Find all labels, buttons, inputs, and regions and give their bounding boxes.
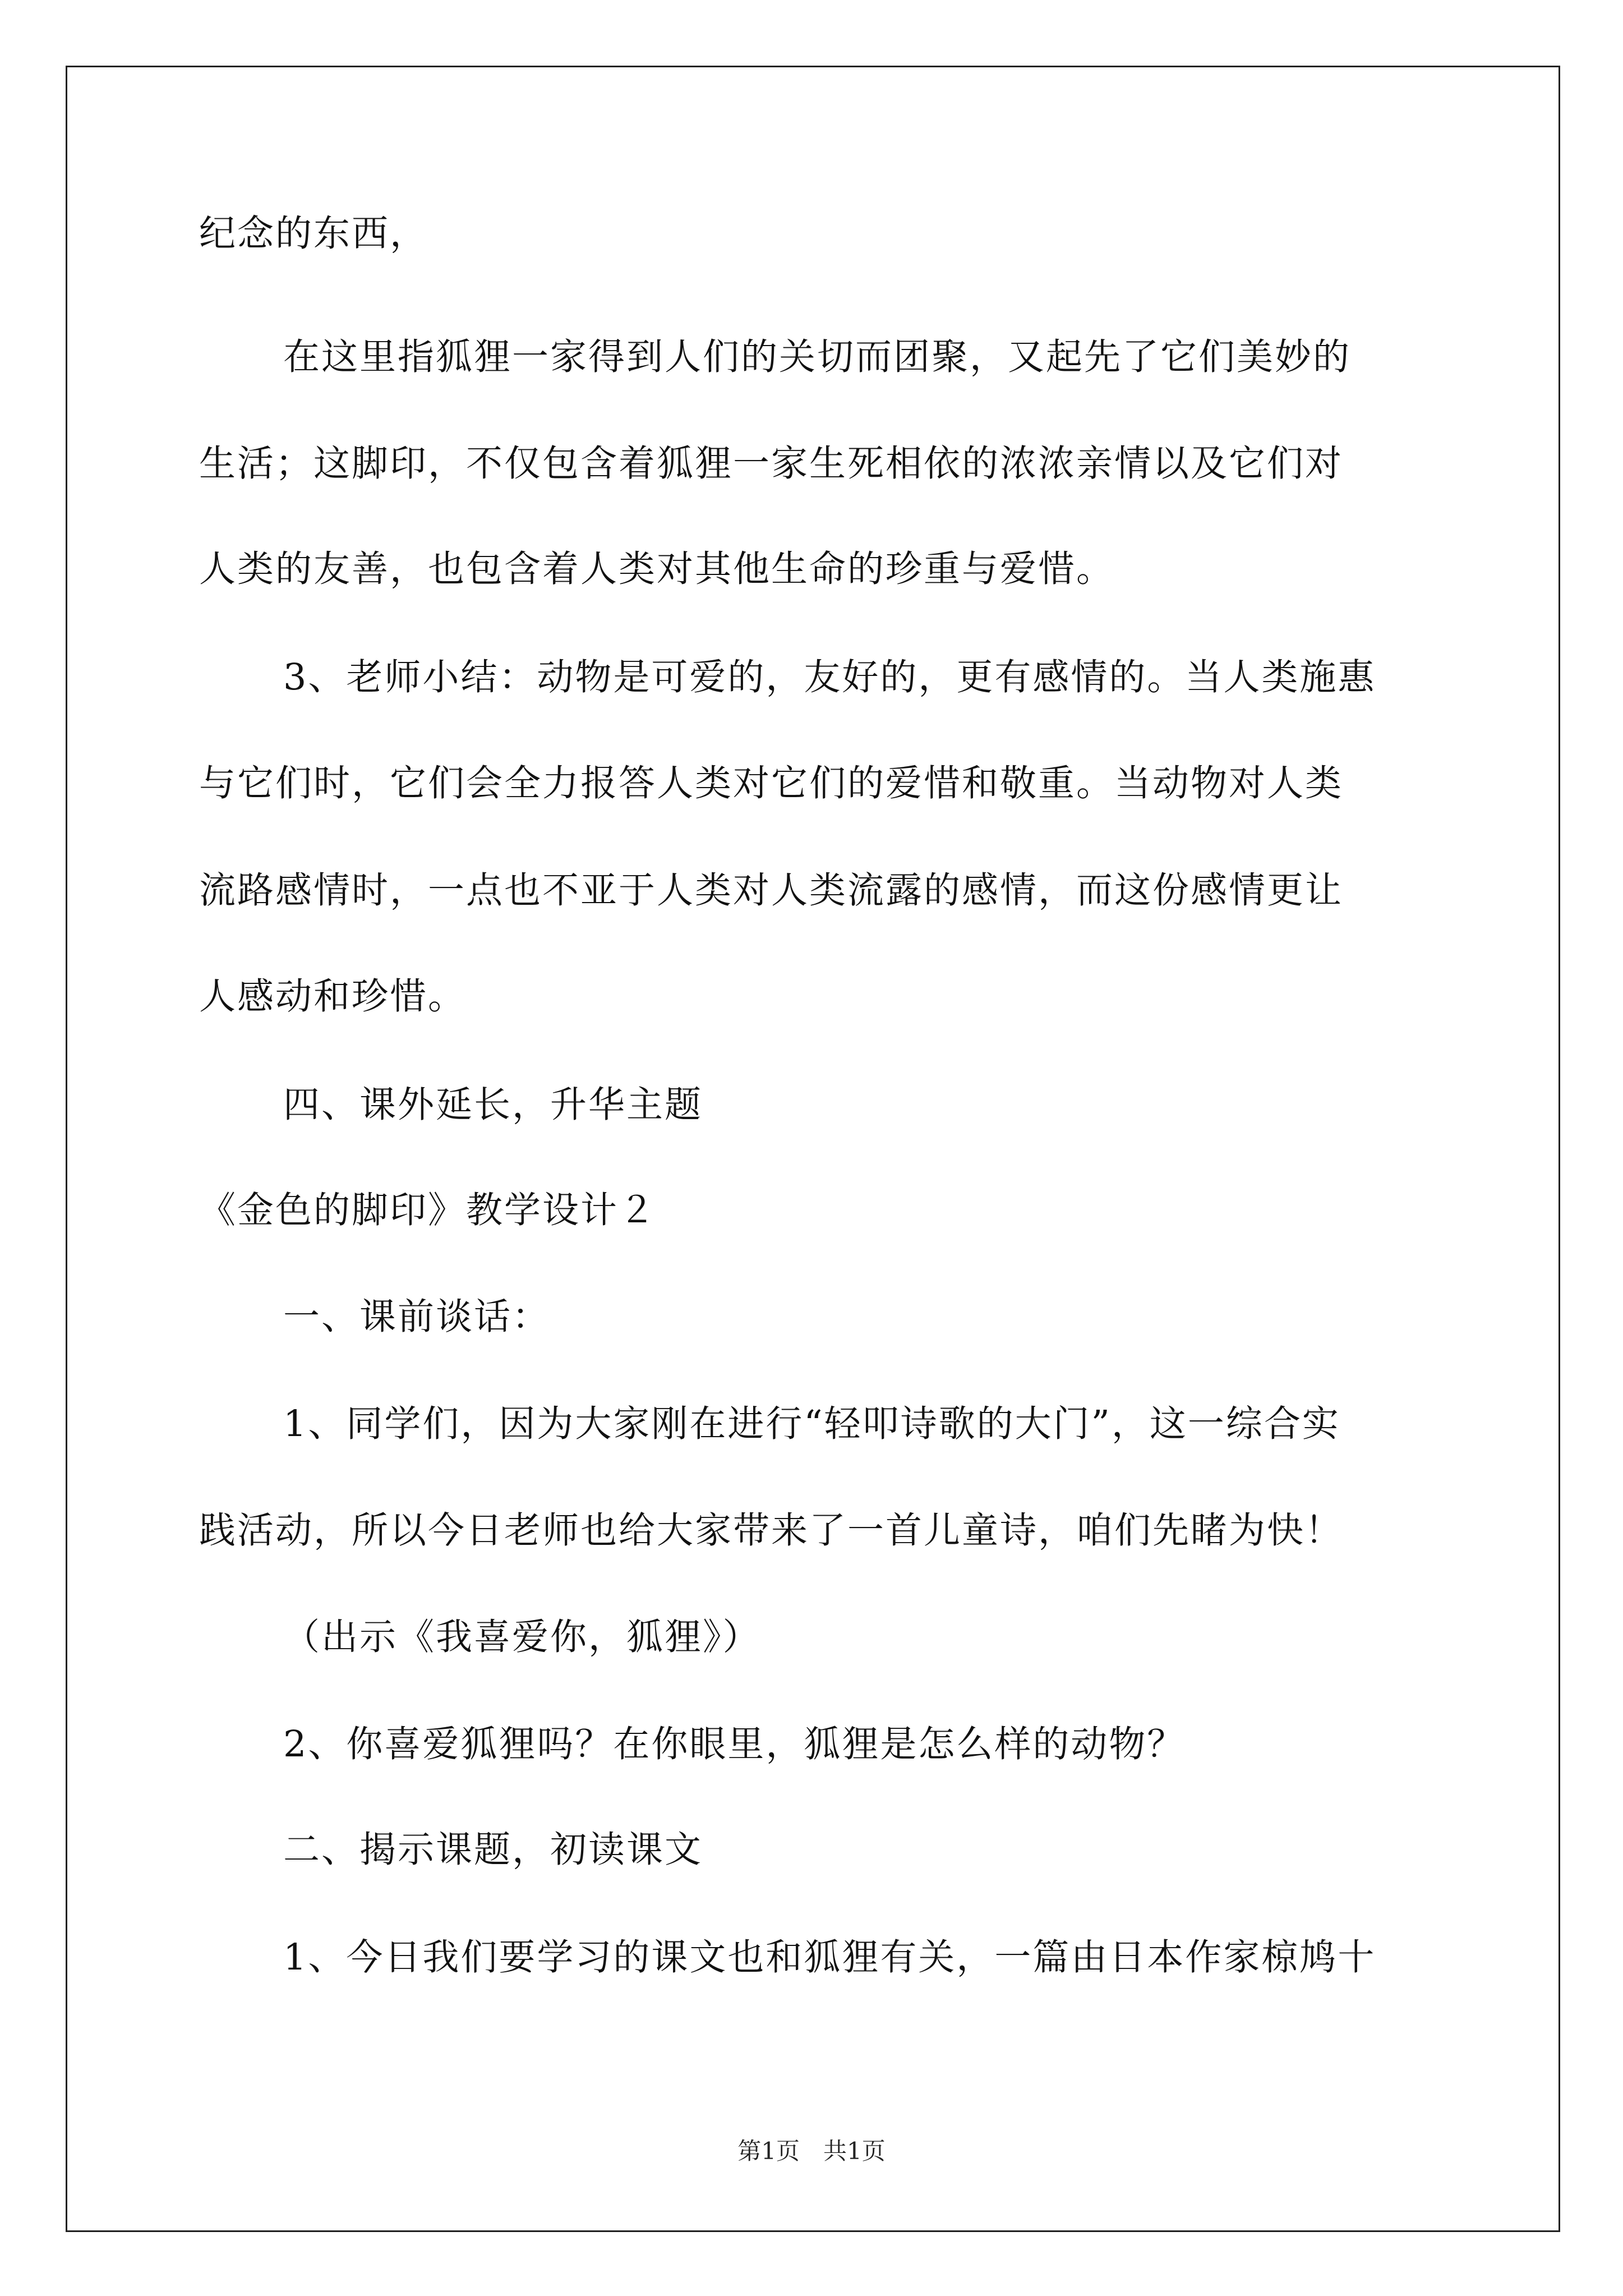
page-border bbox=[66, 66, 1560, 2232]
text-line-13: 践活动，所以今日老师也给大家带来了一首儿童诗，咱们先睹为快！ bbox=[199, 1510, 1344, 1552]
text-line-3: 生活；这脚印，不仅包含着狐狸一家生死相依的浓浓亲情以及它们对 bbox=[199, 443, 1344, 485]
section-title: 《金色的脚印》教学设计２ bbox=[199, 1189, 657, 1231]
page-number: 第1页 共1页 bbox=[737, 2137, 886, 2165]
text-line-11: 一、课前谈话： bbox=[283, 1296, 551, 1338]
text-line-9: 四、课外延长，升华主题 bbox=[283, 1084, 703, 1126]
text-line-2: 在这里指狐狸一家得到人们的关切而团聚，又起先了它们美妙的 bbox=[283, 336, 1352, 378]
text-line-16: 二、揭示课题，初读课文 bbox=[283, 1829, 703, 1871]
text-line-5: 3、老师小结：动物是可爱的，友好的，更有感情的。当人类施惠 bbox=[283, 656, 1376, 698]
text-line-6: 与它们时，它们会全力报答人类对它们的爱惜和敬重。当动物对人类 bbox=[199, 762, 1344, 804]
text-line-14: （出示《我喜爱你，狐狸》） bbox=[283, 1616, 761, 1658]
text-line-15: 2、你喜爱狐狸吗？在你眼里，狐狸是怎么样的动物？ bbox=[283, 1723, 1186, 1765]
text-line-8: 人感动和珍惜。 bbox=[199, 976, 467, 1018]
text-line-1: 纪念的东西， bbox=[199, 213, 428, 255]
text-line-12: 1、同学们，因为大家刚在进行“轻叩诗歌的大门”，这一综合实 bbox=[283, 1403, 1340, 1445]
text-line-7: 流路感情时，一点也不亚于人类对人类流露的感情，而这份感情更让 bbox=[199, 869, 1344, 912]
text-line-17: 1、今日我们要学习的课文也和狐狸有关，一篇由日本作家椋鸠十 bbox=[283, 1936, 1376, 1978]
text-line-4: 人类的友善，也包含着人类对其他生命的珍重与爱惜。 bbox=[199, 548, 1115, 590]
